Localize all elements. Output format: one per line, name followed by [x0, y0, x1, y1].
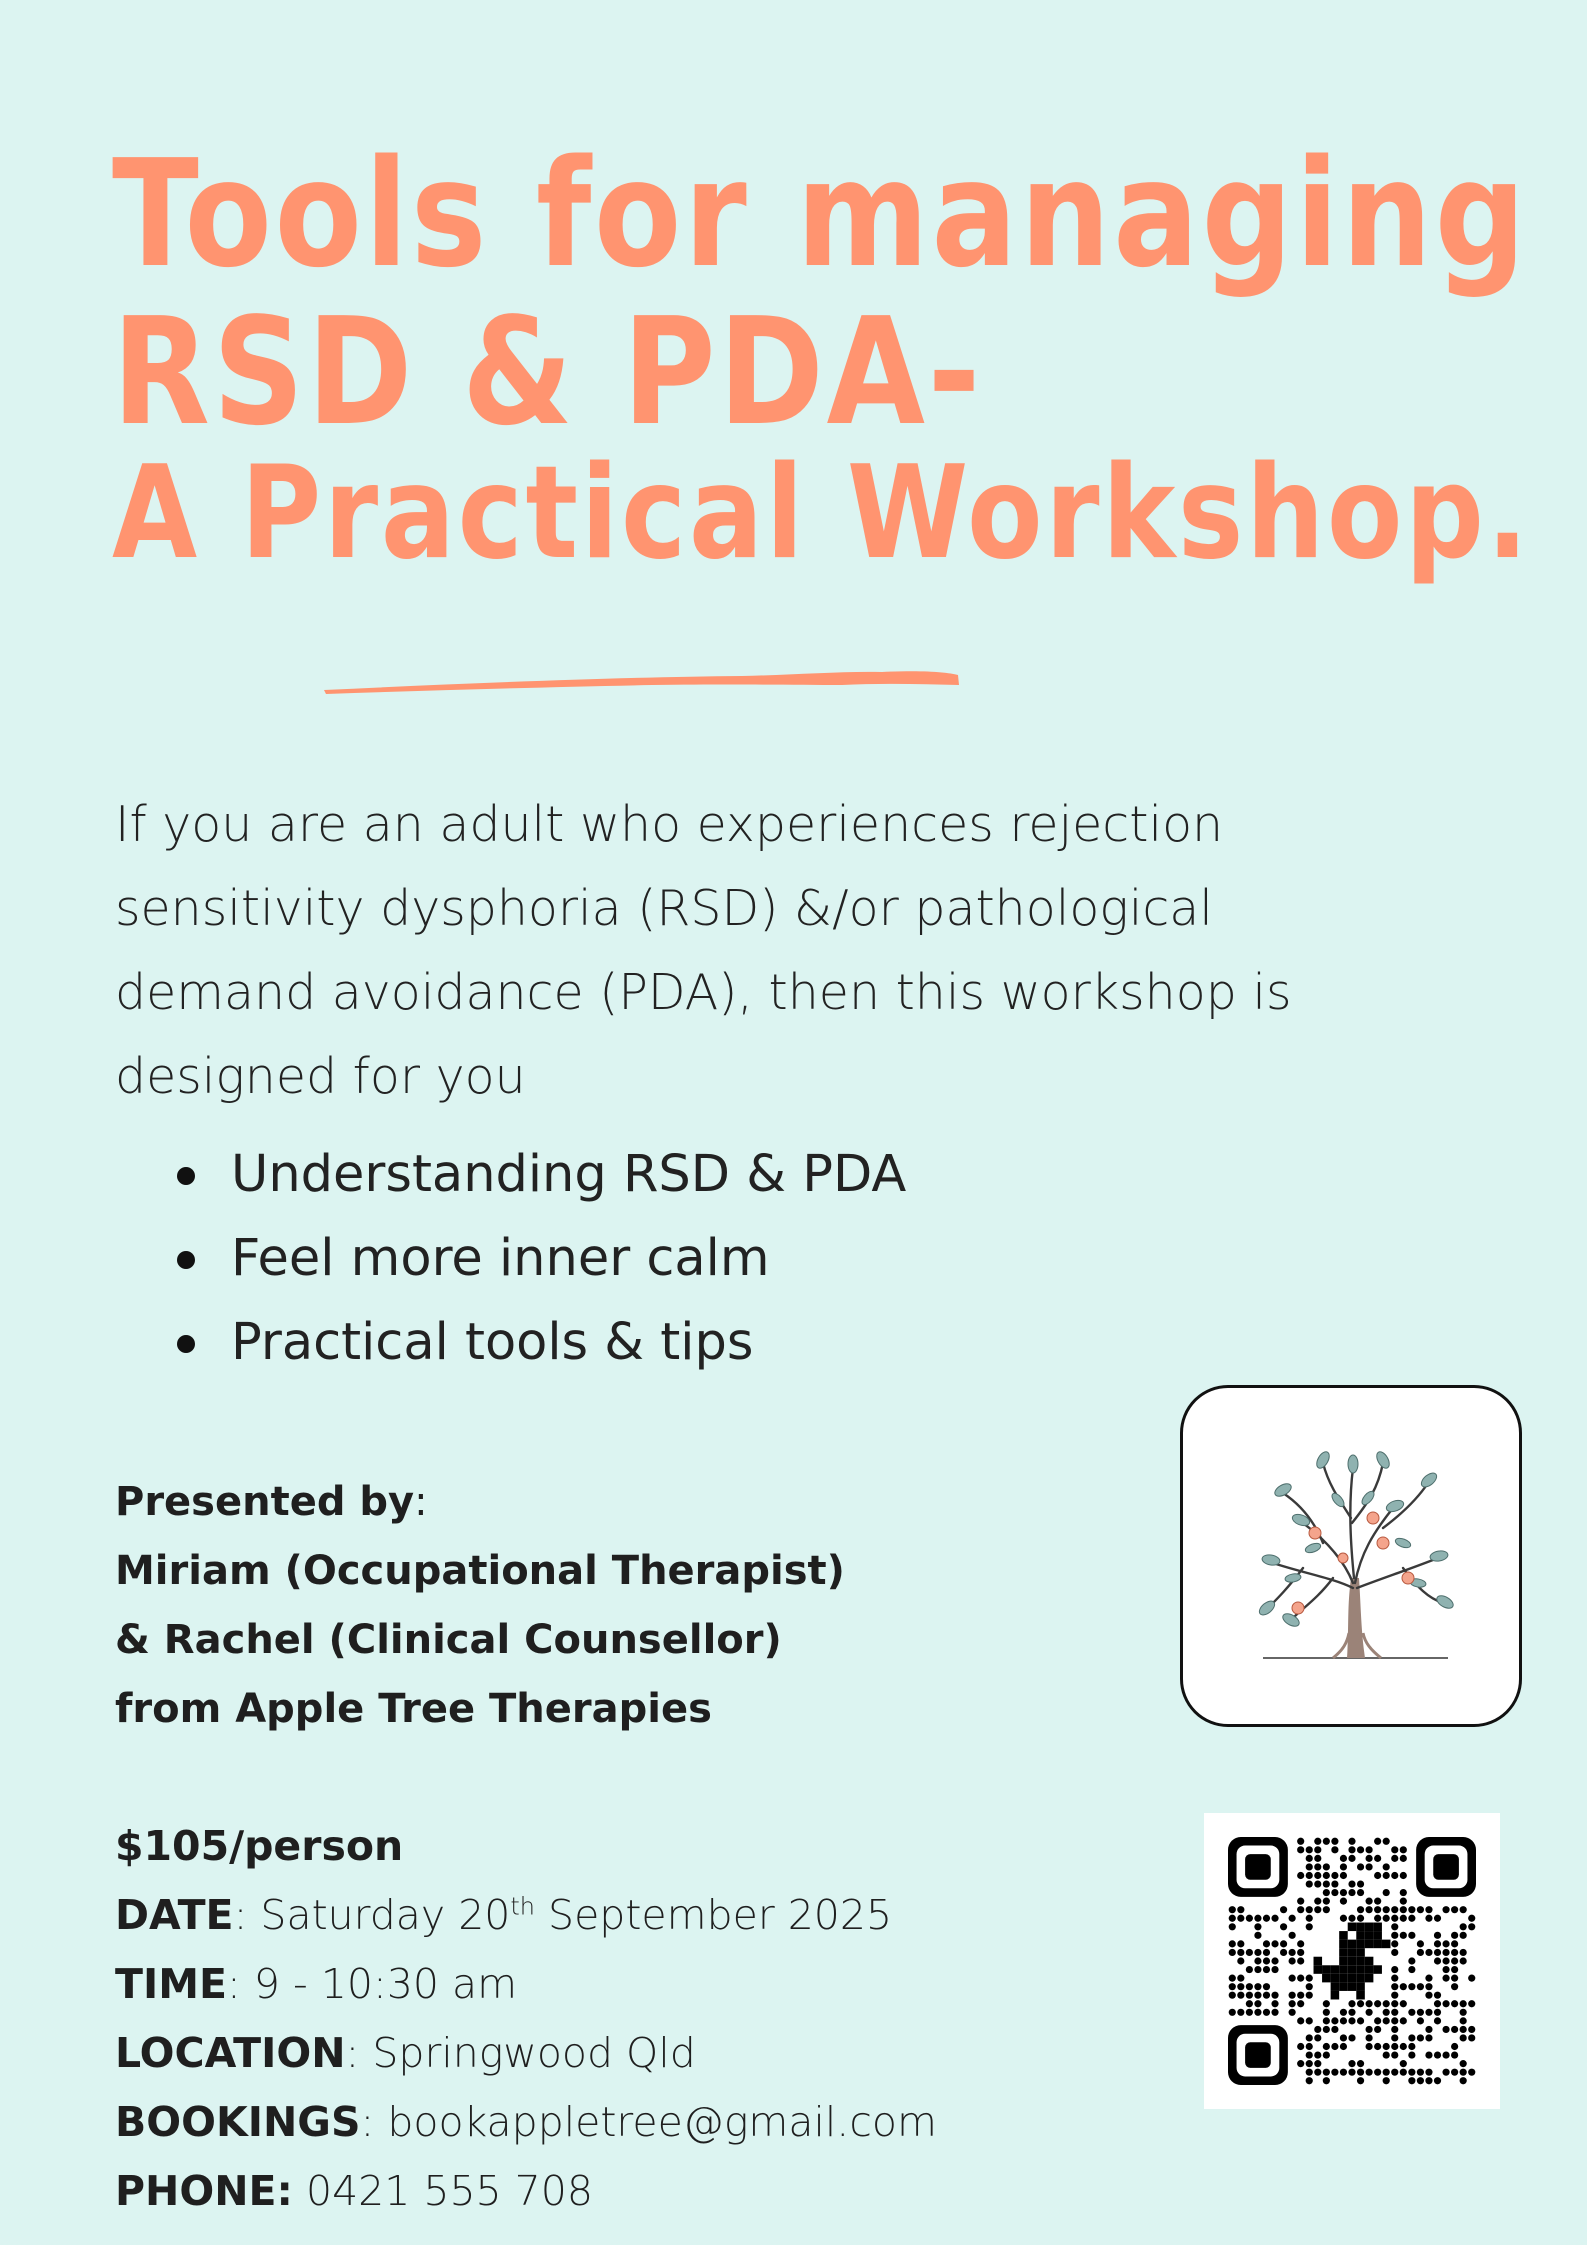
bookings-email[interactable]: bookappletree@gmail.com: [387, 2098, 937, 2146]
list-item-text: Practical tools & tips: [231, 1313, 754, 1372]
event-details: [115, 1812, 937, 2226]
phone-label: PHONE:: [115, 2167, 293, 2215]
date-row: DATE: Saturday 20th September 2025: [115, 1891, 893, 1939]
list-item: [115, 1217, 906, 1301]
bookings-label: BOOKINGS: [115, 2098, 361, 2146]
apple-tree-logo: [1180, 1385, 1522, 1727]
list-item: [115, 1301, 906, 1385]
date-label: DATE: [115, 1891, 234, 1939]
workshop-title: [112, 128, 1587, 590]
list-item-text: Feel more inner calm: [231, 1229, 770, 1288]
intro-paragraph: If you are an adult who experiences rejection sensitivity dysphoria (RSD) &/or pathological demand avoidance (PDA), then this workshop is designed for you: [115, 796, 1292, 1105]
title-line-1: Tools for managing: [112, 128, 1529, 300]
list-item-text: Understanding RSD & PDA: [231, 1145, 907, 1204]
list-item: [115, 1133, 906, 1217]
price: $105/person: [115, 1822, 404, 1870]
location-value: Springwood Qld: [372, 2029, 696, 2077]
bullet-icon: [177, 1167, 195, 1185]
benefits-list: [115, 1133, 906, 1385]
title-line-3: A Practical Workshop.: [112, 439, 1531, 588]
presented-by-heading: Presented by:: [115, 1479, 428, 1525]
presenters-block: [115, 1468, 845, 1744]
bullet-icon: [177, 1335, 195, 1353]
bookings-row: BOOKINGS: bookappletree@gmail.com: [115, 2098, 937, 2146]
presenter-line-1: Miriam (Occupational Therapist): [115, 1548, 845, 1594]
date-value: Saturday 20: [260, 1891, 511, 1939]
presenter-line-3: from Apple Tree Therapies: [115, 1686, 712, 1732]
qr-code-icon: [1228, 1837, 1476, 2085]
phone-row: [115, 2157, 937, 2226]
presenter-line-2: & Rachel (Clinical Counsellor): [115, 1617, 782, 1663]
title-line-2: RSD & PDA-: [112, 286, 984, 458]
time-value: 9 - 10:30 am: [253, 1960, 518, 2008]
title-underline-stroke: [322, 655, 962, 695]
time-row: TIME: 9 - 10:30 am: [115, 1960, 518, 2008]
apple-tree-icon: [1243, 1438, 1465, 1670]
phone-value[interactable]: 0421 555 708: [305, 2167, 593, 2215]
location-row: LOCATION: Springwood Qld: [115, 2029, 696, 2077]
bullet-icon: [177, 1251, 195, 1269]
time-label: TIME: [115, 1960, 228, 2008]
location-label: LOCATION: [115, 2029, 346, 2077]
qr-code[interactable]: [1204, 1813, 1500, 2109]
